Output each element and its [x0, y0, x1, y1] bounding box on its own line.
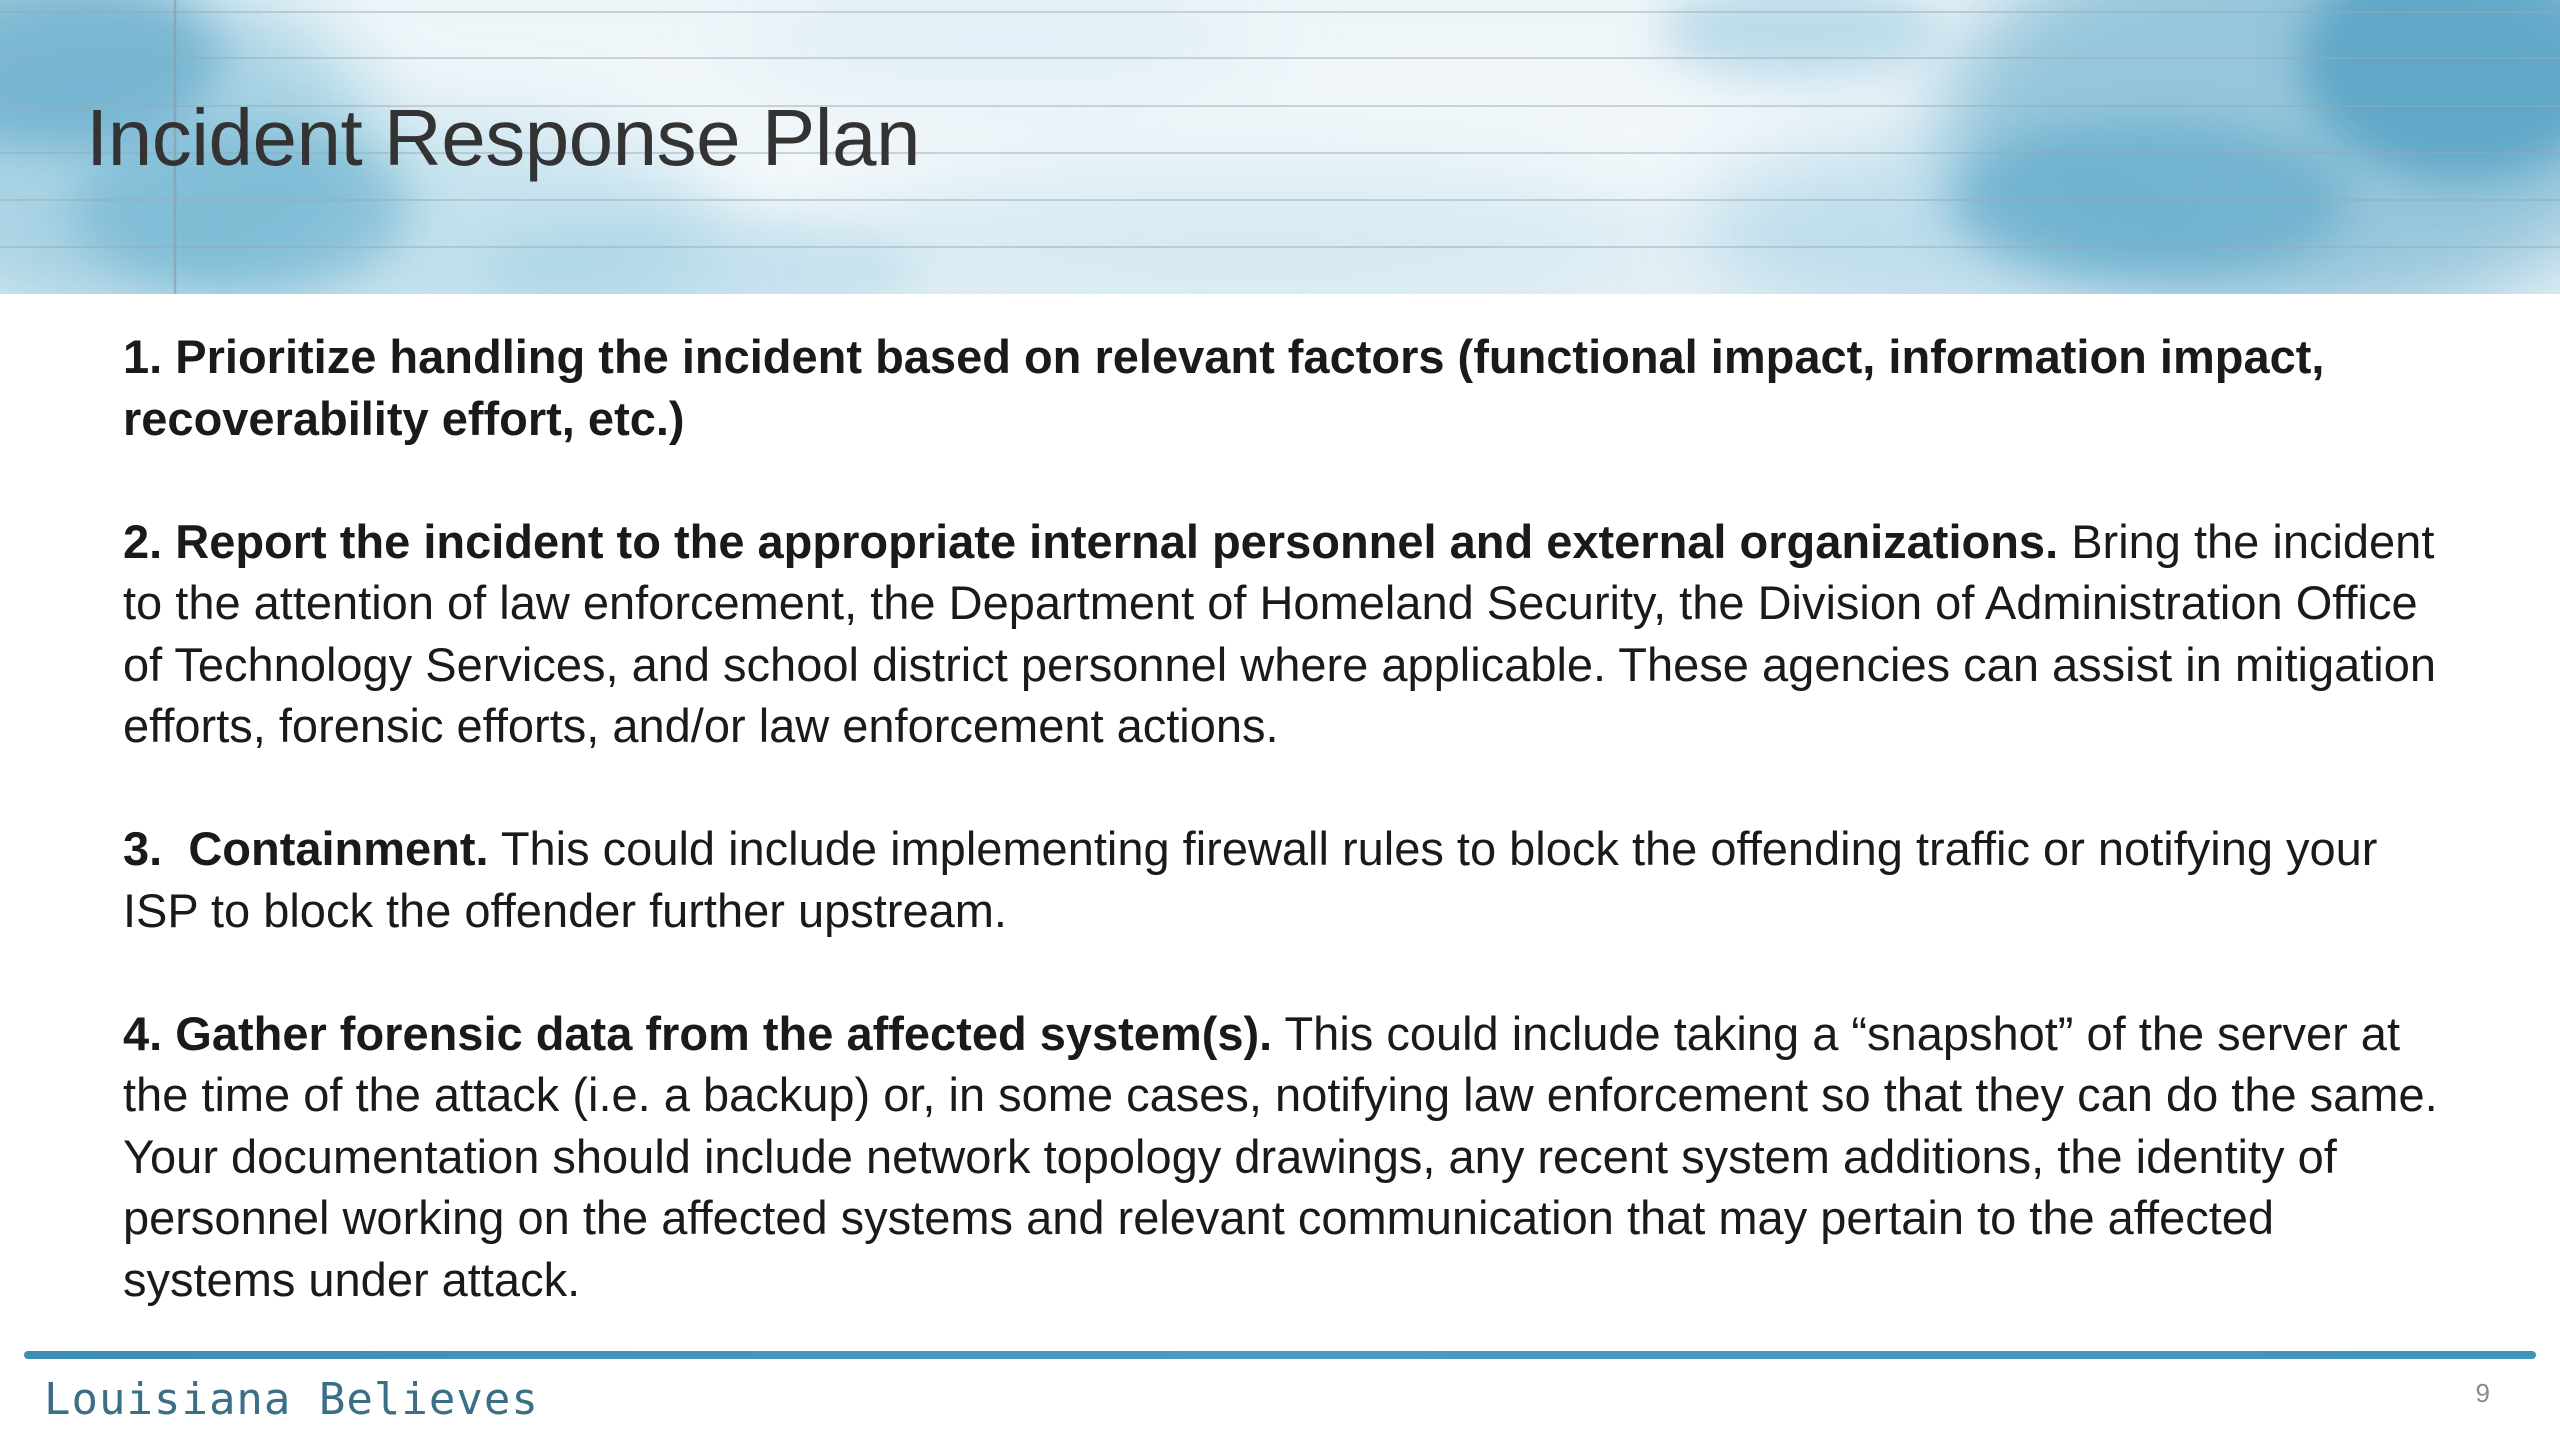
step-item-1	[123, 326, 2453, 449]
step-heading: Report the incident to the appropriate internal personnel and external organizations.	[175, 514, 2059, 568]
step-body: This could include taking a “snapshot” of the server at the time of the attack (i.e. a backup) or, in some cases, notifying law enforcement so that they can do the same. Your documentation should include network topology drawings, any recent system additions, the identity of personnel working on the affected systems and relevant communication that may pertain to the affected systems under attack.	[123, 1006, 2438, 1306]
slide-title: Incident Response Plan	[86, 93, 920, 182]
footer-brand-logo: Louisiana Believes	[44, 1374, 539, 1425]
step-item-3	[123, 818, 2453, 941]
page-number: 9	[2475, 1378, 2490, 1408]
step-number: 3.	[123, 822, 163, 875]
step-list	[123, 326, 2453, 1310]
header-banner	[0, 0, 2560, 294]
step-item-2	[123, 511, 2453, 757]
step-body: This could include implementing firewall rules to block the offending traffic or notifying your ISP to block the offender further upstream.	[123, 822, 2378, 937]
footer-divider	[24, 1351, 2536, 1359]
step-number: 1.	[123, 330, 163, 383]
step-heading: Gather forensic data from the affected system(s).	[175, 1006, 1273, 1060]
step-number: 4.	[123, 1006, 163, 1060]
step-number: 2.	[123, 514, 163, 568]
step-heading: Containment.	[188, 822, 489, 875]
step-heading: Prioritize handling the incident based on relevant factors (functional impact, information impact, recoverability effort, etc.)	[123, 330, 2325, 445]
step-body: Bring the incident to the attention of law enforcement, the Department of Homeland Security, the Division of Administration Office of Technology Services, and school district personnel where applicable. These agencies can assist in mitigation efforts, forensic efforts, and/or law enforcement actions.	[123, 514, 2437, 752]
step-item-4	[123, 1003, 2453, 1311]
